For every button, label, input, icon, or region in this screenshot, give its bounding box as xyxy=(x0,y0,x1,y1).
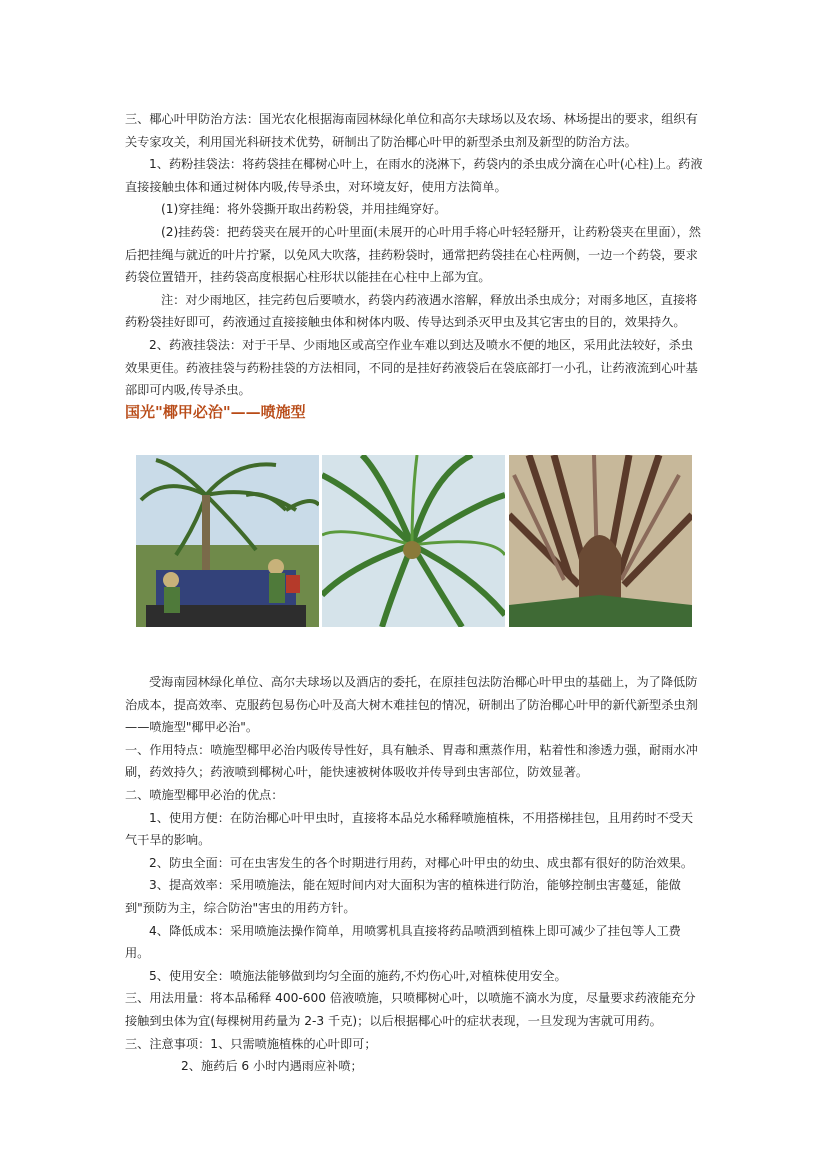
paragraph-dosage: 三、用法用量：将本品稀释 400-600 倍液喷施，只喷椰树心叶，以喷施不滴水为度，尽量要求药液能充分接触到虫体为宜(每棵树用药量为 2-3 千克)；以后根据椰心叶的症状表现，一旦发现为害就可用药。 xyxy=(125,991,696,1028)
top-section xyxy=(125,108,705,402)
paragraph-intro: 受海南园林绿化单位、高尔夫球场以及酒店的委托，在原挂包法防治椰心叶甲虫的基础上，为了降低防治成本，提高效率、克服药包易伤心叶及高大树木难挂包的情况，研制出了防治椰心叶甲的新代新型杀虫剂——喷施型"椰甲必治"。 xyxy=(125,675,698,735)
paragraph-note: 注：对少雨地区，挂完药包后要喷水，药袋内药液遇水溶解，释放出杀虫成分；对雨多地区，直接将药粉袋挂好即可，药液通过直接接触虫体和树体内吸、传导达到杀灭甲虫及其它害虫的目的，效果持久。 xyxy=(125,292,698,330)
paragraph-thread-rope: (1)穿挂绳：将外袋撕开取出药粉袋，并用挂绳穿好。 xyxy=(161,202,447,217)
paragraph-precaution-2: 2、施药后 6 小时内遇雨应补喷； xyxy=(181,1059,363,1074)
workers-spraying-palm-photo xyxy=(136,455,319,627)
paragraph-advantage-1: 1、使用方便：在防治椰心叶甲虫时，直接将本品兑水稀释喷施植株，不用搭梯挂包，且用药时不受天气干旱的影响。 xyxy=(125,810,694,848)
damaged-palm-heart-photo xyxy=(509,455,692,627)
paragraph-advantage-5: 5、使用安全：喷施法能够做到均匀全面的施药,不灼伤心叶,对植株使用安全。 xyxy=(149,968,567,983)
paragraph-control-methods: 三、椰心叶甲防治方法：国光农化根据海南园林绿化单位和高尔夫球场以及农场、林场提出的要求，组织有关专家攻关，利用国光科研技术优势，研制出了防治椰心叶甲的新型杀虫剂及新型的防治方法。 xyxy=(125,112,698,149)
palm-fronds-photo xyxy=(322,455,505,627)
photo-strip xyxy=(136,455,692,627)
paragraph-liquid-bag-method: 2、药液挂袋法：对于干旱、少雨地区或高空作业车难以到达及喷水不便的地区，采用此法较好，杀虫效果更佳。药液挂袋与药粉挂袋的方法相同，不同的是挂好药液袋后在袋底部打一小孔，让药液流到心叶基部即可内吸,传导杀虫。 xyxy=(125,337,698,398)
bottom-section xyxy=(125,671,705,1078)
paragraph-advantage-3: 3、提高效率：采用喷施法，能在短时间内对大面积为害的植株进行防治，能够控制虫害蔓延，能做到"预防为主，综合防治"害虫的用药方针。 xyxy=(125,878,681,915)
paragraph-features: 一、作用特点：喷施型椰甲必治内吸传导性好，具有触杀、胃毒和熏蒸作用，粘着性和渗透力强，耐雨水冲刷，药效持久；药液喷到椰树心叶，能快速被树体吸收并传导到虫害部位，防效显著。 xyxy=(125,742,698,780)
paragraph-advantages-title: 二、喷施型椰甲必治的优点： xyxy=(125,787,284,802)
paragraph-advantage-2: 2、防虫全面：可在虫害发生的各个时期进行用药，对椰心叶甲虫的幼虫、成虫都有很好的防治效果。 xyxy=(149,855,694,870)
paragraph-advantage-4: 4、降低成本：采用喷施法操作简单，用喷雾机具直接将药品喷洒到植株上即可减少了挂包等人工费用。 xyxy=(125,923,681,961)
paragraph-hang-bag: (2)挂药袋：把药袋夹在展开的心叶里面(未展开的心叶用手将心叶轻轻掰开，让药粉袋夹在里面），然后把挂绳与就近的叶片拧紧，以免风大吹落，挂药粉袋时，通常把药袋挂在心柱两侧，一边一个药袋，要求药袋位置错开，挂药袋高度根据心柱形状以能挂在心柱中上部为宜。 xyxy=(125,224,701,285)
section-heading: 国光"椰甲必治"——喷施型 xyxy=(125,403,306,421)
paragraph-precautions: 三、注意事项：1、只需喷施植株的心叶即可； xyxy=(125,1036,377,1051)
paragraph-powder-bag-method: 1、药粉挂袋法：将药袋挂在椰树心叶上，在雨水的浇淋下，药袋内的杀虫成分滴在心叶(心柱)上。药液直接接触虫体和通过树体内吸,传导杀虫，对环境友好，使用方法简单。 xyxy=(125,157,703,194)
